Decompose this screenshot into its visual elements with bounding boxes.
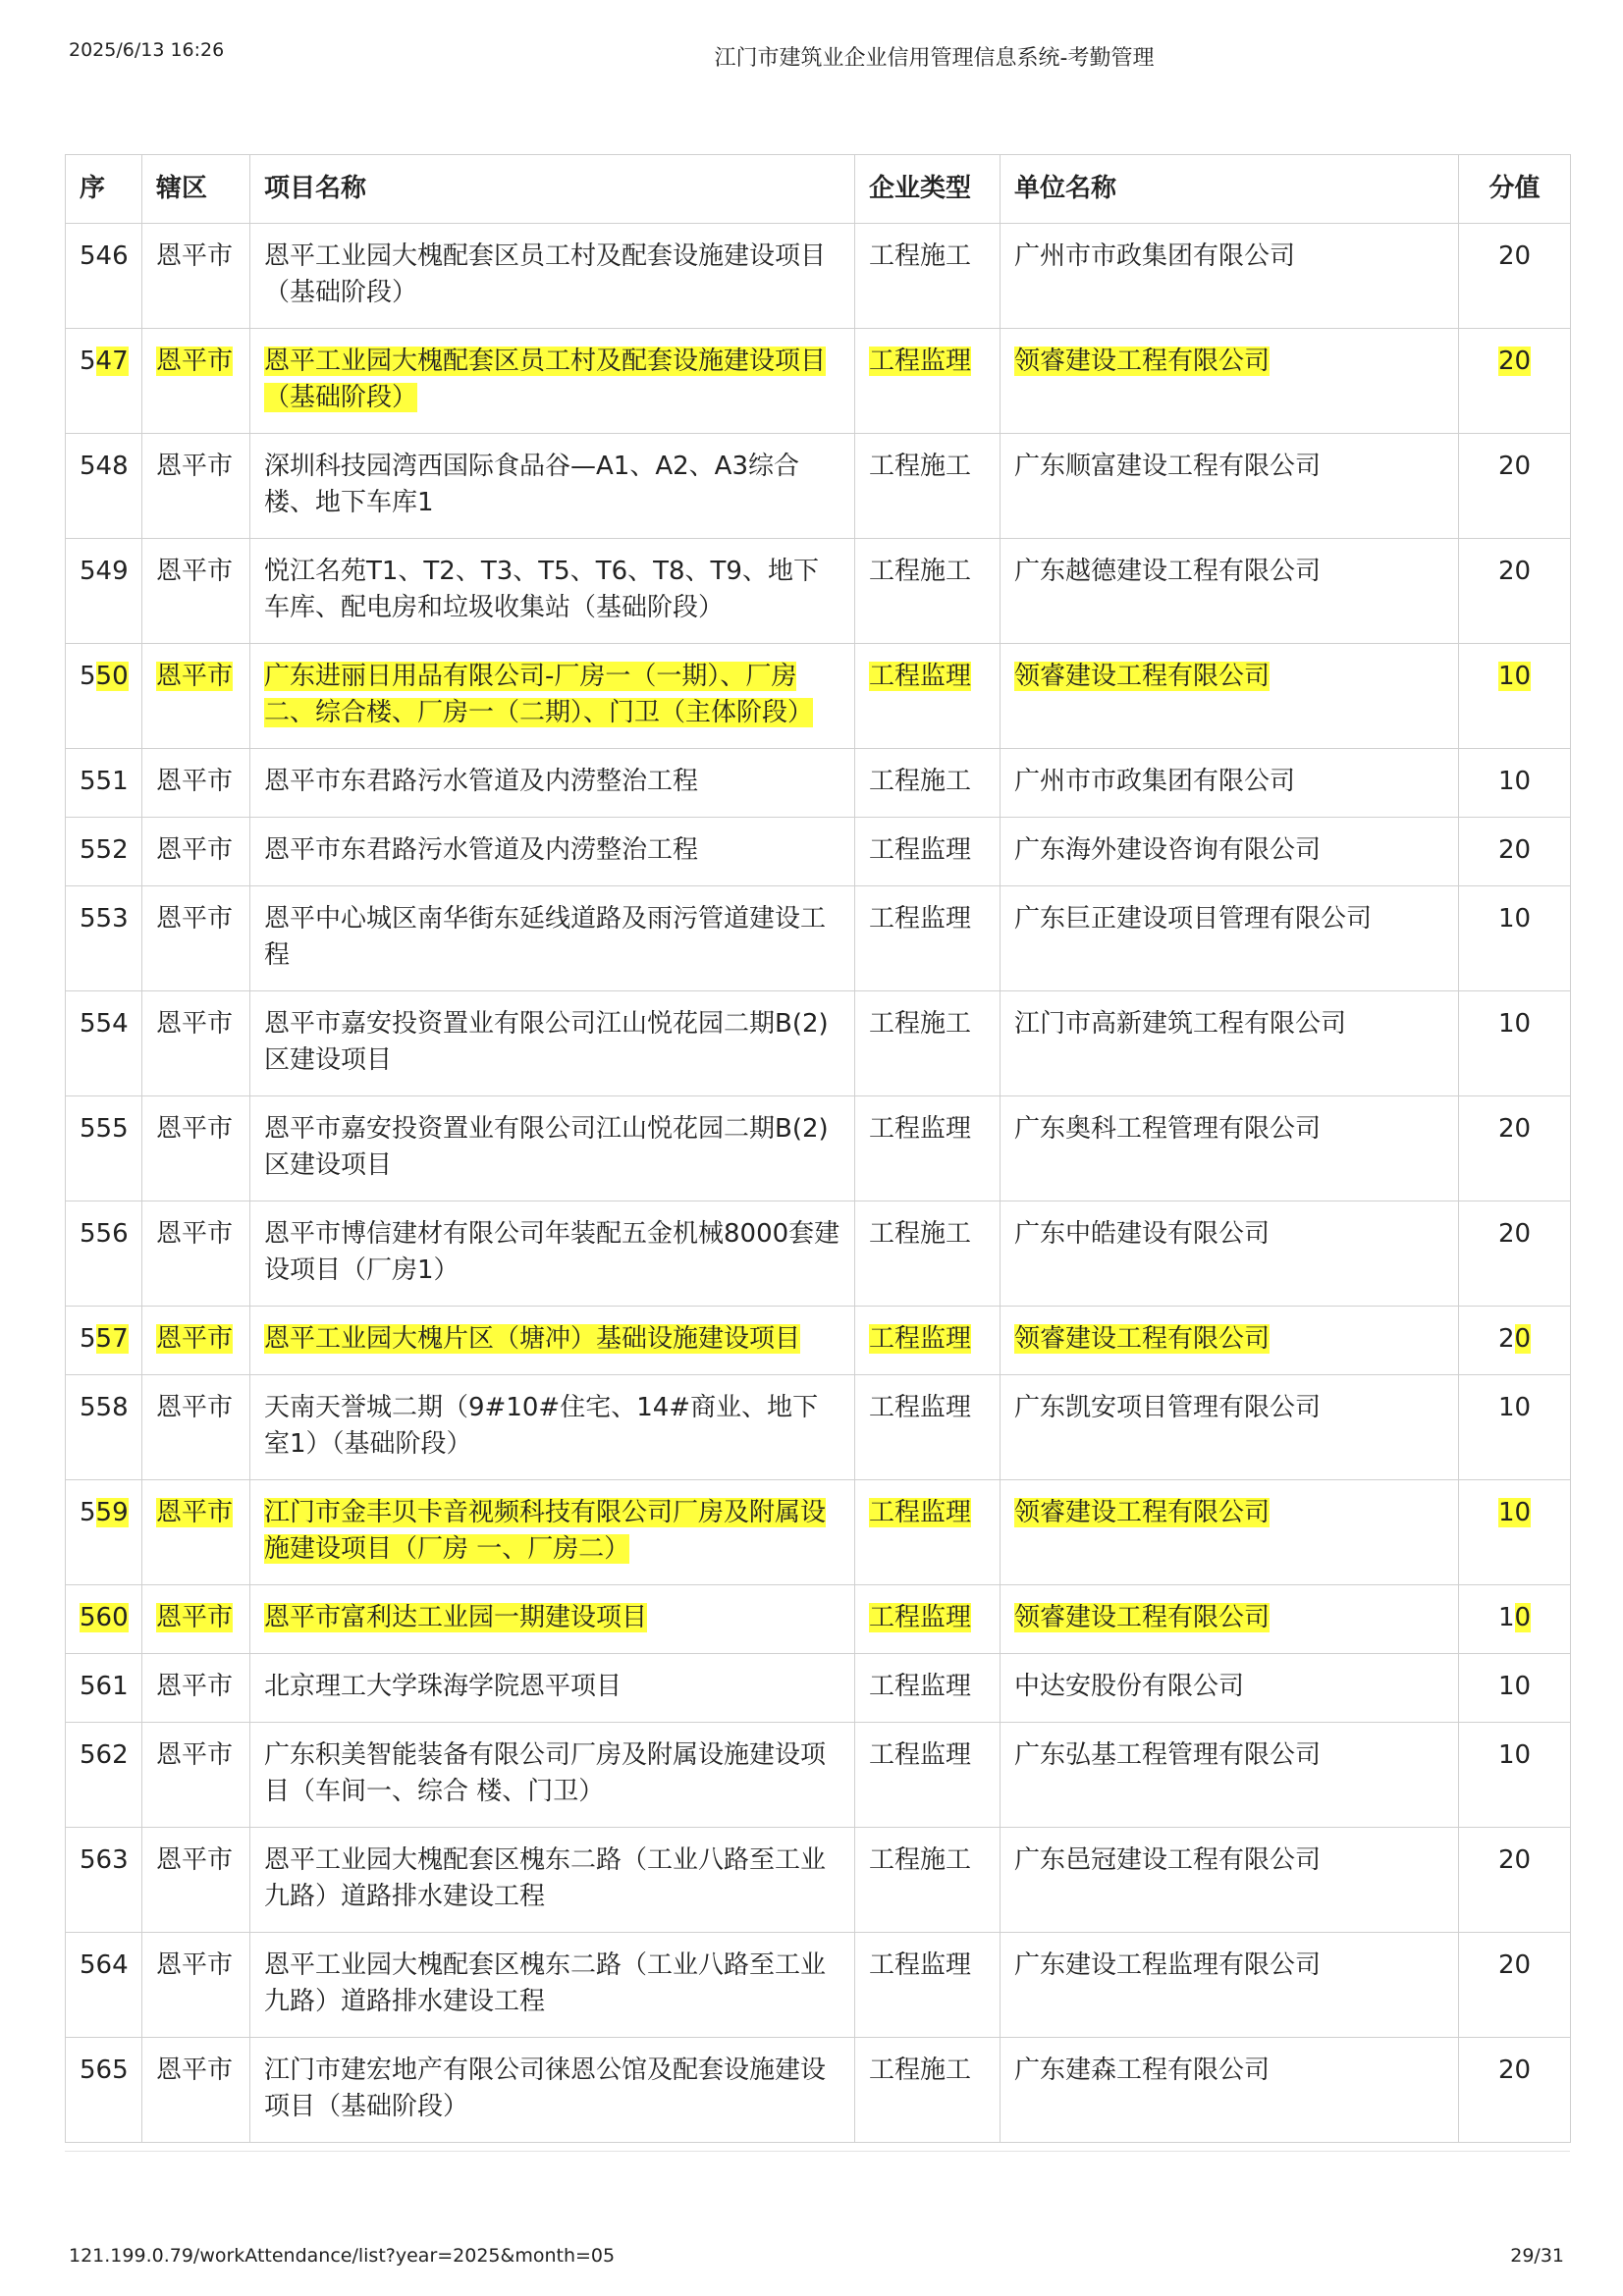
cell-project bbox=[250, 1654, 855, 1723]
cell-type-text: 工程施工 bbox=[869, 767, 972, 796]
cell-score-text bbox=[1498, 662, 1531, 691]
cell-seq-text-marked: 59 bbox=[95, 1498, 129, 1527]
cell-unit bbox=[1001, 818, 1459, 886]
cell-type-text: 工程施工 bbox=[869, 1009, 972, 1039]
table-row bbox=[66, 1375, 1571, 1480]
cell-score-text-marked: 0 bbox=[1514, 1324, 1532, 1354]
cell-unit-text: 领睿建设工程有限公司 bbox=[1014, 1324, 1271, 1354]
cell-score-text-plain: 1 bbox=[1497, 1603, 1515, 1632]
cell-district bbox=[142, 1828, 250, 1933]
cell-unit-text: 广东凯安项目管理有限公司 bbox=[1014, 1393, 1322, 1422]
cell-score bbox=[1459, 1480, 1571, 1585]
cell-seq-text-plain: 5 bbox=[80, 1324, 96, 1354]
cell-project-text: 北京理工大学珠海学院恩平项目 bbox=[264, 1672, 622, 1701]
cell-unit bbox=[1001, 991, 1459, 1096]
column-header-district: 辖区 bbox=[142, 155, 250, 224]
cell-score-text: 10 bbox=[1497, 1009, 1532, 1039]
cell-type-text: 工程监理 bbox=[869, 1324, 972, 1354]
cell-district bbox=[142, 1201, 250, 1307]
cell-project-text: 恩平工业园大槐配套区槐东二路（工业八路至工业九路）道路排水建设工程 bbox=[264, 1845, 827, 1911]
cell-seq-text: 546 bbox=[80, 241, 129, 271]
cell-seq-text: 558 bbox=[80, 1393, 129, 1422]
cell-unit-text: 广东中皓建设有限公司 bbox=[1014, 1219, 1271, 1249]
cell-score-text: 10 bbox=[1497, 1740, 1532, 1770]
cell-seq-text-marked: 57 bbox=[95, 1324, 129, 1354]
cell-project-text: 恩平市富利达工业园一期建设项目 bbox=[264, 1603, 648, 1632]
cell-seq bbox=[66, 991, 142, 1096]
cell-unit-text: 广东巨正建设项目管理有限公司 bbox=[1014, 904, 1373, 934]
cell-score-text: 20 bbox=[1497, 1114, 1532, 1144]
cell-project-text: 广东进丽日用品有限公司-厂房一（一期）、厂房二、综合楼、厂房一（二期）、门卫（主体阶段） bbox=[264, 662, 814, 727]
cell-type-text: 工程监理 bbox=[869, 1114, 972, 1144]
cell-type bbox=[855, 1654, 1001, 1723]
cell-score-text-marked: 10 bbox=[1497, 662, 1532, 691]
table-row bbox=[66, 224, 1571, 329]
cell-district-text: 恩平市 bbox=[156, 1950, 234, 1980]
table-row bbox=[66, 2038, 1571, 2143]
cell-score bbox=[1459, 1585, 1571, 1654]
table-row bbox=[66, 1723, 1571, 1828]
cell-seq-text bbox=[80, 1498, 129, 1527]
cell-project bbox=[250, 434, 855, 539]
cell-score bbox=[1459, 539, 1571, 644]
cell-district bbox=[142, 1654, 250, 1723]
cell-seq bbox=[66, 1096, 142, 1201]
cell-score-text: 20 bbox=[1497, 835, 1532, 865]
cell-unit-text: 江门市高新建筑工程有限公司 bbox=[1014, 1009, 1347, 1039]
cell-district bbox=[142, 991, 250, 1096]
cell-score-text: 20 bbox=[1497, 1845, 1532, 1875]
cell-district bbox=[142, 1723, 250, 1828]
cell-district-text: 恩平市 bbox=[156, 1672, 234, 1701]
cell-unit-text: 广州市市政集团有限公司 bbox=[1014, 767, 1296, 796]
cell-unit bbox=[1001, 1585, 1459, 1654]
cell-unit-text: 广东建设工程监理有限公司 bbox=[1014, 1950, 1322, 1980]
cell-score bbox=[1459, 1307, 1571, 1375]
cell-score-text-plain: 2 bbox=[1497, 1324, 1515, 1354]
column-header-project: 项目名称 bbox=[250, 155, 855, 224]
cell-project bbox=[250, 1828, 855, 1933]
table-row bbox=[66, 1480, 1571, 1585]
footer-divider bbox=[65, 2151, 1570, 2152]
cell-project-text: 天南天誉城二期（9#10#住宅、14#商业、地下室1）（基础阶段） bbox=[264, 1393, 819, 1459]
cell-score-text: 20 bbox=[1497, 1219, 1532, 1249]
cell-type-text: 工程监理 bbox=[869, 1950, 972, 1980]
cell-seq-text: 562 bbox=[80, 1740, 129, 1770]
cell-type-text: 工程监理 bbox=[869, 835, 972, 865]
cell-type-text: 工程监理 bbox=[869, 1740, 972, 1770]
cell-unit bbox=[1001, 434, 1459, 539]
cell-seq-text: 565 bbox=[80, 2056, 129, 2085]
table-body bbox=[66, 224, 1571, 2143]
cell-district bbox=[142, 1096, 250, 1201]
cell-project bbox=[250, 1480, 855, 1585]
cell-type bbox=[855, 1307, 1001, 1375]
table-row bbox=[66, 329, 1571, 434]
cell-unit bbox=[1001, 886, 1459, 991]
cell-district bbox=[142, 1933, 250, 2038]
cell-project bbox=[250, 749, 855, 818]
cell-seq-text: 554 bbox=[80, 1009, 129, 1039]
cell-seq-text: 561 bbox=[80, 1672, 129, 1701]
cell-project-text: 恩平工业园大槐配套区员工村及配套设施建设项目（基础阶段） bbox=[264, 241, 827, 307]
cell-project-text: 恩平工业园大槐配套区槐东二路（工业八路至工业九路）道路排水建设工程 bbox=[264, 1950, 827, 2016]
cell-score-text: 10 bbox=[1497, 904, 1532, 934]
cell-district bbox=[142, 1375, 250, 1480]
cell-project-text: 江门市建宏地产有限公司徕恩公馆及配套设施建设项目（基础阶段） bbox=[264, 2056, 827, 2121]
cell-district bbox=[142, 886, 250, 991]
cell-seq bbox=[66, 1585, 142, 1654]
cell-score-text: 20 bbox=[1497, 1950, 1532, 1980]
cell-unit-text: 广东奥科工程管理有限公司 bbox=[1014, 1114, 1322, 1144]
cell-score bbox=[1459, 1654, 1571, 1723]
cell-score bbox=[1459, 818, 1571, 886]
cell-unit bbox=[1001, 1654, 1459, 1723]
cell-unit-text: 广东顺富建设工程有限公司 bbox=[1014, 452, 1322, 481]
table-row bbox=[66, 539, 1571, 644]
cell-project-text: 广东积美智能装备有限公司厂房及附属设施建设项目（车间一、综合 楼、门卫） bbox=[264, 1740, 827, 1806]
cell-type bbox=[855, 1096, 1001, 1201]
attendance-table bbox=[65, 154, 1571, 2143]
cell-score bbox=[1459, 1096, 1571, 1201]
cell-district-text: 恩平市 bbox=[156, 1114, 234, 1144]
cell-seq-text-marked: 50 bbox=[95, 662, 129, 691]
cell-type-text: 工程施工 bbox=[869, 2056, 972, 2085]
cell-unit bbox=[1001, 1096, 1459, 1201]
cell-seq bbox=[66, 886, 142, 991]
table-row bbox=[66, 1307, 1571, 1375]
cell-type bbox=[855, 224, 1001, 329]
cell-seq bbox=[66, 1480, 142, 1585]
cell-seq-text bbox=[80, 347, 129, 376]
cell-unit-text: 广东海外建设咨询有限公司 bbox=[1014, 835, 1322, 865]
cell-unit-text: 广东建森工程有限公司 bbox=[1014, 2056, 1271, 2085]
cell-score-text: 10 bbox=[1497, 1672, 1532, 1701]
cell-district-text: 恩平市 bbox=[156, 452, 234, 481]
cell-project bbox=[250, 1096, 855, 1201]
cell-type bbox=[855, 434, 1001, 539]
cell-project-text: 恩平市嘉安投资置业有限公司江山悦花园二期B(2)区建设项目 bbox=[264, 1009, 829, 1075]
cell-unit bbox=[1001, 1723, 1459, 1828]
cell-score bbox=[1459, 434, 1571, 539]
cell-score-text: 10 bbox=[1497, 767, 1532, 796]
cell-type bbox=[855, 749, 1001, 818]
cell-unit bbox=[1001, 1375, 1459, 1480]
cell-project bbox=[250, 1307, 855, 1375]
cell-seq bbox=[66, 1375, 142, 1480]
cell-score-text bbox=[1498, 1498, 1531, 1527]
cell-district bbox=[142, 539, 250, 644]
cell-score-text: 20 bbox=[1497, 241, 1532, 271]
cell-seq bbox=[66, 1828, 142, 1933]
cell-unit-text: 中达安股份有限公司 bbox=[1014, 1672, 1245, 1701]
cell-type-text: 工程监理 bbox=[869, 904, 972, 934]
cell-district bbox=[142, 1585, 250, 1654]
page-number: 29/31 bbox=[1510, 2245, 1564, 2267]
cell-score bbox=[1459, 749, 1571, 818]
cell-type bbox=[855, 1585, 1001, 1654]
cell-score bbox=[1459, 1375, 1571, 1480]
cell-unit-text: 领睿建设工程有限公司 bbox=[1014, 347, 1271, 376]
table-row bbox=[66, 1096, 1571, 1201]
cell-project bbox=[250, 329, 855, 434]
column-header-type: 企业类型 bbox=[855, 155, 1001, 224]
cell-type bbox=[855, 1375, 1001, 1480]
cell-seq-text-plain: 5 bbox=[80, 662, 96, 691]
cell-type bbox=[855, 329, 1001, 434]
cell-seq bbox=[66, 818, 142, 886]
cell-unit-text: 广东邑冠建设工程有限公司 bbox=[1014, 1845, 1322, 1875]
cell-seq bbox=[66, 1654, 142, 1723]
cell-type bbox=[855, 539, 1001, 644]
cell-project-text: 江门市金丰贝卡音视频科技有限公司厂房及附属设施建设项目（厂房 一、厂房二） bbox=[264, 1498, 827, 1564]
cell-type-text: 工程监理 bbox=[869, 1498, 972, 1527]
cell-seq bbox=[66, 329, 142, 434]
cell-score bbox=[1459, 1828, 1571, 1933]
cell-unit bbox=[1001, 329, 1459, 434]
cell-score-text-marked: 10 bbox=[1497, 1498, 1532, 1527]
table-row bbox=[66, 434, 1571, 539]
cell-unit-text: 领睿建设工程有限公司 bbox=[1014, 662, 1271, 691]
cell-seq-text-plain: 5 bbox=[80, 1498, 96, 1527]
cell-score-text: 20 bbox=[1497, 557, 1532, 586]
cell-unit bbox=[1001, 1933, 1459, 2038]
cell-seq bbox=[66, 644, 142, 749]
cell-seq bbox=[66, 1201, 142, 1307]
cell-project bbox=[250, 2038, 855, 2143]
cell-district bbox=[142, 329, 250, 434]
cell-district bbox=[142, 224, 250, 329]
cell-project bbox=[250, 644, 855, 749]
cell-seq-text-marked: 560 bbox=[80, 1603, 129, 1632]
cell-district bbox=[142, 434, 250, 539]
cell-unit bbox=[1001, 1480, 1459, 1585]
cell-type-text: 工程监理 bbox=[869, 1672, 972, 1701]
cell-project bbox=[250, 818, 855, 886]
cell-type-text: 工程施工 bbox=[869, 557, 972, 586]
cell-seq-text-marked: 47 bbox=[95, 347, 129, 376]
cell-seq bbox=[66, 749, 142, 818]
cell-score-text: 20 bbox=[1497, 452, 1532, 481]
cell-project bbox=[250, 224, 855, 329]
cell-type-text: 工程监理 bbox=[869, 1603, 972, 1632]
table-row bbox=[66, 644, 1571, 749]
cell-district-text: 恩平市 bbox=[156, 347, 234, 376]
cell-type bbox=[855, 1828, 1001, 1933]
cell-seq-text: 549 bbox=[80, 557, 129, 586]
cell-unit bbox=[1001, 749, 1459, 818]
table-row bbox=[66, 818, 1571, 886]
cell-project-text: 深圳科技园湾西国际食品谷—A1、A2、A3综合楼、地下车库1 bbox=[264, 452, 799, 517]
cell-district-text: 恩平市 bbox=[156, 662, 234, 691]
cell-district bbox=[142, 644, 250, 749]
cell-project bbox=[250, 1933, 855, 2038]
cell-seq bbox=[66, 1723, 142, 1828]
cell-score bbox=[1459, 329, 1571, 434]
cell-seq-text: 548 bbox=[80, 452, 129, 481]
column-header-unit: 单位名称 bbox=[1001, 155, 1459, 224]
cell-score bbox=[1459, 644, 1571, 749]
cell-score-text-marked: 20 bbox=[1497, 347, 1532, 376]
cell-seq-text bbox=[80, 662, 129, 691]
cell-score-text bbox=[1498, 1324, 1531, 1354]
cell-project bbox=[250, 1375, 855, 1480]
cell-unit-text: 广东弘基工程管理有限公司 bbox=[1014, 1740, 1322, 1770]
cell-type-text: 工程施工 bbox=[869, 1845, 972, 1875]
cell-district-text: 恩平市 bbox=[156, 835, 234, 865]
cell-unit bbox=[1001, 1201, 1459, 1307]
cell-type bbox=[855, 1480, 1001, 1585]
cell-seq bbox=[66, 1307, 142, 1375]
cell-score bbox=[1459, 224, 1571, 329]
cell-unit bbox=[1001, 539, 1459, 644]
cell-project bbox=[250, 1201, 855, 1307]
cell-type bbox=[855, 644, 1001, 749]
cell-project bbox=[250, 539, 855, 644]
table-row bbox=[66, 1654, 1571, 1723]
cell-score bbox=[1459, 991, 1571, 1096]
cell-project bbox=[250, 1585, 855, 1654]
cell-seq-text: 555 bbox=[80, 1114, 129, 1144]
cell-score bbox=[1459, 1933, 1571, 2038]
cell-seq bbox=[66, 539, 142, 644]
attendance-table-container bbox=[65, 154, 1570, 2143]
cell-unit bbox=[1001, 644, 1459, 749]
cell-project-text: 悦江名苑T1、T2、T3、T5、T6、T8、T9、地下车库、配电房和垃圾收集站（基础阶段） bbox=[264, 557, 819, 622]
cell-project-text: 恩平市东君路污水管道及内涝整治工程 bbox=[264, 835, 699, 865]
cell-project-text: 恩平市博信建材有限公司年装配五金机械8000套建设项目（厂房1） bbox=[264, 1219, 840, 1285]
table-row bbox=[66, 886, 1571, 991]
cell-unit bbox=[1001, 2038, 1459, 2143]
cell-district-text: 恩平市 bbox=[156, 1740, 234, 1770]
cell-district bbox=[142, 1480, 250, 1585]
cell-seq-text bbox=[80, 1324, 129, 1354]
table-row bbox=[66, 1828, 1571, 1933]
cell-type-text: 工程施工 bbox=[869, 452, 972, 481]
cell-district bbox=[142, 749, 250, 818]
cell-type bbox=[855, 991, 1001, 1096]
cell-unit-text: 广东越德建设工程有限公司 bbox=[1014, 557, 1322, 586]
cell-score-text bbox=[1498, 1603, 1531, 1632]
cell-district-text: 恩平市 bbox=[156, 241, 234, 271]
cell-seq-text: 563 bbox=[80, 1845, 129, 1875]
cell-type-text: 工程施工 bbox=[869, 1219, 972, 1249]
cell-score bbox=[1459, 886, 1571, 991]
cell-score bbox=[1459, 2038, 1571, 2143]
cell-district-text: 恩平市 bbox=[156, 1603, 234, 1632]
cell-type bbox=[855, 1933, 1001, 2038]
cell-district bbox=[142, 1307, 250, 1375]
cell-project bbox=[250, 991, 855, 1096]
cell-unit-text: 领睿建设工程有限公司 bbox=[1014, 1603, 1271, 1632]
print-datetime: 2025/6/13 16:26 bbox=[69, 39, 225, 61]
cell-seq-text-plain: 5 bbox=[80, 347, 96, 376]
cell-seq-text: 553 bbox=[80, 904, 129, 934]
table-row bbox=[66, 991, 1571, 1096]
cell-district-text: 恩平市 bbox=[156, 767, 234, 796]
cell-score-text-marked: 0 bbox=[1514, 1603, 1532, 1632]
cell-project bbox=[250, 886, 855, 991]
table-header-row bbox=[66, 155, 1571, 224]
cell-type bbox=[855, 818, 1001, 886]
cell-seq bbox=[66, 2038, 142, 2143]
table-row bbox=[66, 1933, 1571, 2038]
cell-unit bbox=[1001, 1828, 1459, 1933]
cell-district-text: 恩平市 bbox=[156, 2056, 234, 2085]
cell-unit bbox=[1001, 224, 1459, 329]
page-title: 江门市建筑业企业信用管理信息系统-考勤管理 bbox=[714, 46, 1155, 71]
cell-project-text: 恩平市嘉安投资置业有限公司江山悦花园二期B(2)区建设项目 bbox=[264, 1114, 829, 1180]
table-row bbox=[66, 1201, 1571, 1307]
cell-seq bbox=[66, 1933, 142, 2038]
cell-seq-text: 552 bbox=[80, 835, 129, 865]
cell-project-text: 恩平中心城区南华街东延线道路及雨污管道建设工程 bbox=[264, 904, 827, 970]
cell-project-text: 恩平市东君路污水管道及内涝整治工程 bbox=[264, 767, 699, 796]
cell-seq bbox=[66, 224, 142, 329]
cell-unit-text: 领睿建设工程有限公司 bbox=[1014, 1498, 1271, 1527]
cell-seq-text: 556 bbox=[80, 1219, 129, 1249]
cell-project-text: 恩平工业园大槐片区（塘冲）基础设施建设项目 bbox=[264, 1324, 801, 1354]
column-header-seq: 序 bbox=[66, 155, 142, 224]
cell-seq-text bbox=[80, 1603, 129, 1632]
cell-type bbox=[855, 2038, 1001, 2143]
cell-district-text: 恩平市 bbox=[156, 904, 234, 934]
cell-type-text: 工程监理 bbox=[869, 662, 972, 691]
cell-unit bbox=[1001, 1307, 1459, 1375]
cell-score-text: 10 bbox=[1497, 1393, 1532, 1422]
column-header-score: 分值 bbox=[1459, 155, 1571, 224]
cell-district bbox=[142, 2038, 250, 2143]
cell-district-text: 恩平市 bbox=[156, 1324, 234, 1354]
cell-district-text: 恩平市 bbox=[156, 1393, 234, 1422]
table-row bbox=[66, 1585, 1571, 1654]
cell-score-text: 20 bbox=[1497, 2056, 1532, 2085]
cell-district-text: 恩平市 bbox=[156, 1009, 234, 1039]
cell-score-text bbox=[1498, 347, 1531, 376]
cell-unit-text: 广州市市政集团有限公司 bbox=[1014, 241, 1296, 271]
cell-score bbox=[1459, 1723, 1571, 1828]
cell-project bbox=[250, 1723, 855, 1828]
cell-type bbox=[855, 1723, 1001, 1828]
cell-district-text: 恩平市 bbox=[156, 557, 234, 586]
cell-type bbox=[855, 886, 1001, 991]
cell-type-text: 工程监理 bbox=[869, 1393, 972, 1422]
cell-seq bbox=[66, 434, 142, 539]
cell-score bbox=[1459, 1201, 1571, 1307]
footer-url: 121.199.0.79/workAttendance/list?year=2025&month=05 bbox=[69, 2245, 616, 2267]
cell-type bbox=[855, 1201, 1001, 1307]
cell-seq-text: 551 bbox=[80, 767, 129, 796]
cell-district bbox=[142, 818, 250, 886]
cell-district-text: 恩平市 bbox=[156, 1219, 234, 1249]
cell-type-text: 工程监理 bbox=[869, 347, 972, 376]
cell-district-text: 恩平市 bbox=[156, 1498, 234, 1527]
cell-district-text: 恩平市 bbox=[156, 1845, 234, 1875]
cell-seq-text: 564 bbox=[80, 1950, 129, 1980]
table-row bbox=[66, 749, 1571, 818]
cell-type-text: 工程施工 bbox=[869, 241, 972, 271]
cell-project-text: 恩平工业园大槐配套区员工村及配套设施建设项目（基础阶段） bbox=[264, 347, 827, 412]
